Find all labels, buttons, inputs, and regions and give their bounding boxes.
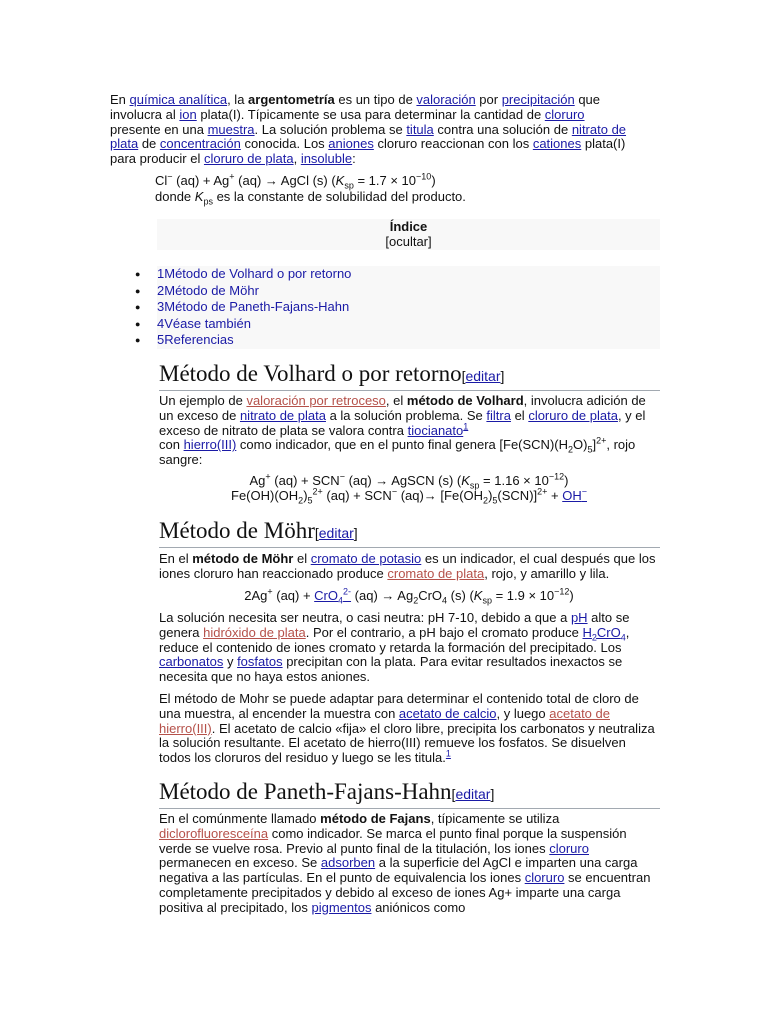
link-titula[interactable]: titula (406, 121, 434, 137)
link-ph[interactable]: pH (570, 610, 588, 625)
link-insoluble[interactable]: insoluble (300, 151, 353, 167)
volhard-paragraph: Un ejemplo de valoración por retroceso, el método de Volhard, involucra adición de un exceso de nitrato de plata a la solución problema. Se filtra el cloruro de plata, y el exceso de nitrato de plata se valora contra tiocianato$^1$ con hierro(III) como indicador, que en el punto final genera $[Fe(SCN)(H_2O)_5]^{2+}$, rojo sangre: (159, 393, 646, 468)
link-nitrato-de-plata[interactable]: nitrato de plata (110, 121, 627, 152)
link-cloruro-2[interactable]: cloruro (549, 840, 589, 856)
toc-list (130, 266, 660, 349)
link-acetato-de-hierro-iii[interactable]: acetato de hierro(III) (159, 705, 610, 736)
mohr-paragraph-3: El método de Mohr se puede adaptar para determinar el contenido total de cloro de una muestra, al encender la muestra con acetato de calcio, y luego acetato de hierro(III). El acetato de calcio «fija» el cloro libre, precipita los carbonatos y neutraliza la solución resultante. El acetato de hierro(III) remueve los fosfatos. Se disuelven todos los cloruros del residuo y luego se les titula.$^1$ (159, 691, 655, 766)
link-cromato-de-plata[interactable]: cromato de plata (387, 565, 485, 581)
intro-equation-note: donde $K_{ps}$ es la constante de solubilidad del producto. (155, 189, 466, 207)
link-adsorben[interactable]: adsorben (320, 855, 376, 871)
link-fosfatos[interactable]: fosfatos (237, 654, 283, 670)
heading-volhard: Método de Volhard o por retorno[editar] (159, 361, 660, 391)
link-cationes[interactable]: cationes (532, 136, 582, 152)
link-tiocianato[interactable]: tiocianato (407, 422, 464, 438)
link-cloruro-3[interactable]: cloruro (524, 870, 565, 886)
reference-link[interactable]: 1 (463, 421, 469, 432)
volhard-equation-2: $Fe(OH)(OH_2)_5^{2+}$ (aq) + SCN− $(aq)\to [Fe(OH_2)_5(SCN)]^{2+} + OH^-$ (231, 486, 587, 506)
toc-header (157, 219, 660, 250)
link-muestra[interactable]: muestra (207, 121, 255, 137)
link-cloruro[interactable]: cloruro (544, 106, 585, 122)
mohr-paragraph-2: La solución necesita ser neutra, o casi neutra: pH 7-10, debido a que a pH alto se genera hidróxido de plata. Por el contrario, a pH bajo el cromato produce $H_2CrO_4$, reduce el contenido de iones cromato y retarda la formación del precipitado. Los carbonatos y fosfatos precipitan con la plata. Para evitar resultados inexactos se necesita que no haya estos aniones. (159, 610, 630, 685)
link-pigmentos[interactable]: pigmentos (311, 899, 372, 915)
edit-link-fajans[interactable]: editar (455, 786, 491, 802)
link-diclorofluoresceina[interactable]: diclorofluoresceína (159, 825, 269, 841)
link-carbonatos[interactable]: carbonatos (159, 654, 224, 670)
toc-item-fajans[interactable]: ● 3Método de Paneth-Fajans-Hahn (157, 299, 660, 316)
link-valoracion-por-retroceso[interactable]: valoración por retroceso (246, 393, 386, 408)
link-cloruro-de-plata[interactable]: cloruro de plata (203, 151, 294, 167)
link-ion[interactable]: ion (179, 106, 197, 122)
toc-toggle[interactable]: [ocultar] (385, 234, 432, 249)
fajans-paragraph: En el comúnmente llamado método de Fajans, típicamente se utiliza diclorofluoresceína como indicador. Se marca el punto final porque la suspensión verde se vuelve rosa. Previo al punto final de la titulación, los iones cloruro permanecen en exceso. Se adsorben a la superficie del AgCl e imparten una carga negativa a las partículas. En el punto de equivalencia los iones cloruro se encuentran completamente precipitados y debido al exceso de iones Ag+ imparte una carga positiva al precipitado, los pigmentos aniónicos como (159, 811, 651, 915)
bullet-icon: ● (135, 285, 141, 296)
toc-item-mohr[interactable]: ● 2Método de Möhr (157, 283, 660, 300)
bullet-icon: ● (135, 269, 141, 279)
edit-link-mohr[interactable]: editar (318, 525, 354, 541)
intro-paragraph: En química analítica, la argentometría es un tipo de valoración por precipitación que involucra al ion plata(I). Típicamente se usa para determinar la cantidad de cloruro presente en una muestra. La solución problema se titula contra una solución de nitrato de plata de concentración conocida. Los aniones cloruro reaccionan con los cationes plata(I) para producir el cloruro de plata, insoluble: (110, 92, 627, 167)
bullet-icon: ● (135, 302, 141, 313)
intro-equation: Cl− (aq) + Ag+ (aq) → AgCl (s) $(K_{sp} = 1.7 \times 10^{-10})$ (155, 171, 436, 191)
link-precipitacion[interactable]: precipitación (501, 92, 575, 107)
link-concentracion[interactable]: concentración (159, 136, 241, 152)
link-cromato-de-potasio[interactable]: cromato de potasio (310, 551, 422, 566)
link-quimica-analitica[interactable]: química analítica (129, 92, 228, 107)
link-oh[interactable]: OH− (562, 486, 587, 503)
heading-fajans: Método de Paneth-Fajans-Hahn[editar] (159, 779, 660, 809)
link-filtra[interactable]: filtra (486, 407, 511, 423)
link-hidroxido-de-plata[interactable]: hidróxido de plata (203, 624, 306, 640)
link-h2cro4[interactable]: $H_2CrO_4$ (582, 624, 626, 643)
link-hierro-iii[interactable]: hierro(III) (183, 437, 237, 453)
toc-title: Índice (389, 219, 428, 234)
bullet-icon: ● (135, 335, 141, 346)
link-aniones[interactable]: aniones (328, 136, 374, 152)
bullet-icon: ● (135, 318, 141, 329)
toc-item-referencias[interactable]: ● 5Referencias (157, 332, 660, 349)
link-cloruro-de-plata-2[interactable]: cloruro de plata (528, 407, 618, 423)
link-nitrato-de-plata-2[interactable]: nitrato de plata (239, 407, 326, 423)
mohr-equation: 2Ag+ (aq) + CrO$_4^{2-}$ $(aq) \to Ag_2CrO_4$ (s) $(K_{sp} = 1.9 \times 10^{-12})$ (244, 586, 574, 606)
reference-link[interactable]: 1 (445, 748, 451, 759)
toc-item-volhard[interactable]: ● 1Método de Volhard o por retorno (157, 266, 660, 283)
link-acetato-de-calcio[interactable]: acetato de calcio (398, 705, 497, 721)
toc-item-vease[interactable]: ● 4Véase también (157, 316, 660, 333)
volhard-equation-1: Ag+ (aq) + SCN− (aq) → AgSCN (s) $(K_{sp} = 1.16 \times 10^{-12})$ (249, 471, 569, 491)
link-valoracion[interactable]: valoración (416, 92, 476, 107)
heading-mohr: Método de Möhr[editar] (159, 518, 660, 548)
mohr-paragraph-1: En el método de Möhr el cromato de potasio es un indicador, el cual después que los iones cloruro han reaccionado produce cromato de plata, rojo, y amarillo y lila. (159, 551, 656, 581)
edit-link-volhard[interactable]: editar (465, 368, 501, 384)
link-cro4[interactable]: CrO$_4^{2-}$ (314, 586, 352, 606)
